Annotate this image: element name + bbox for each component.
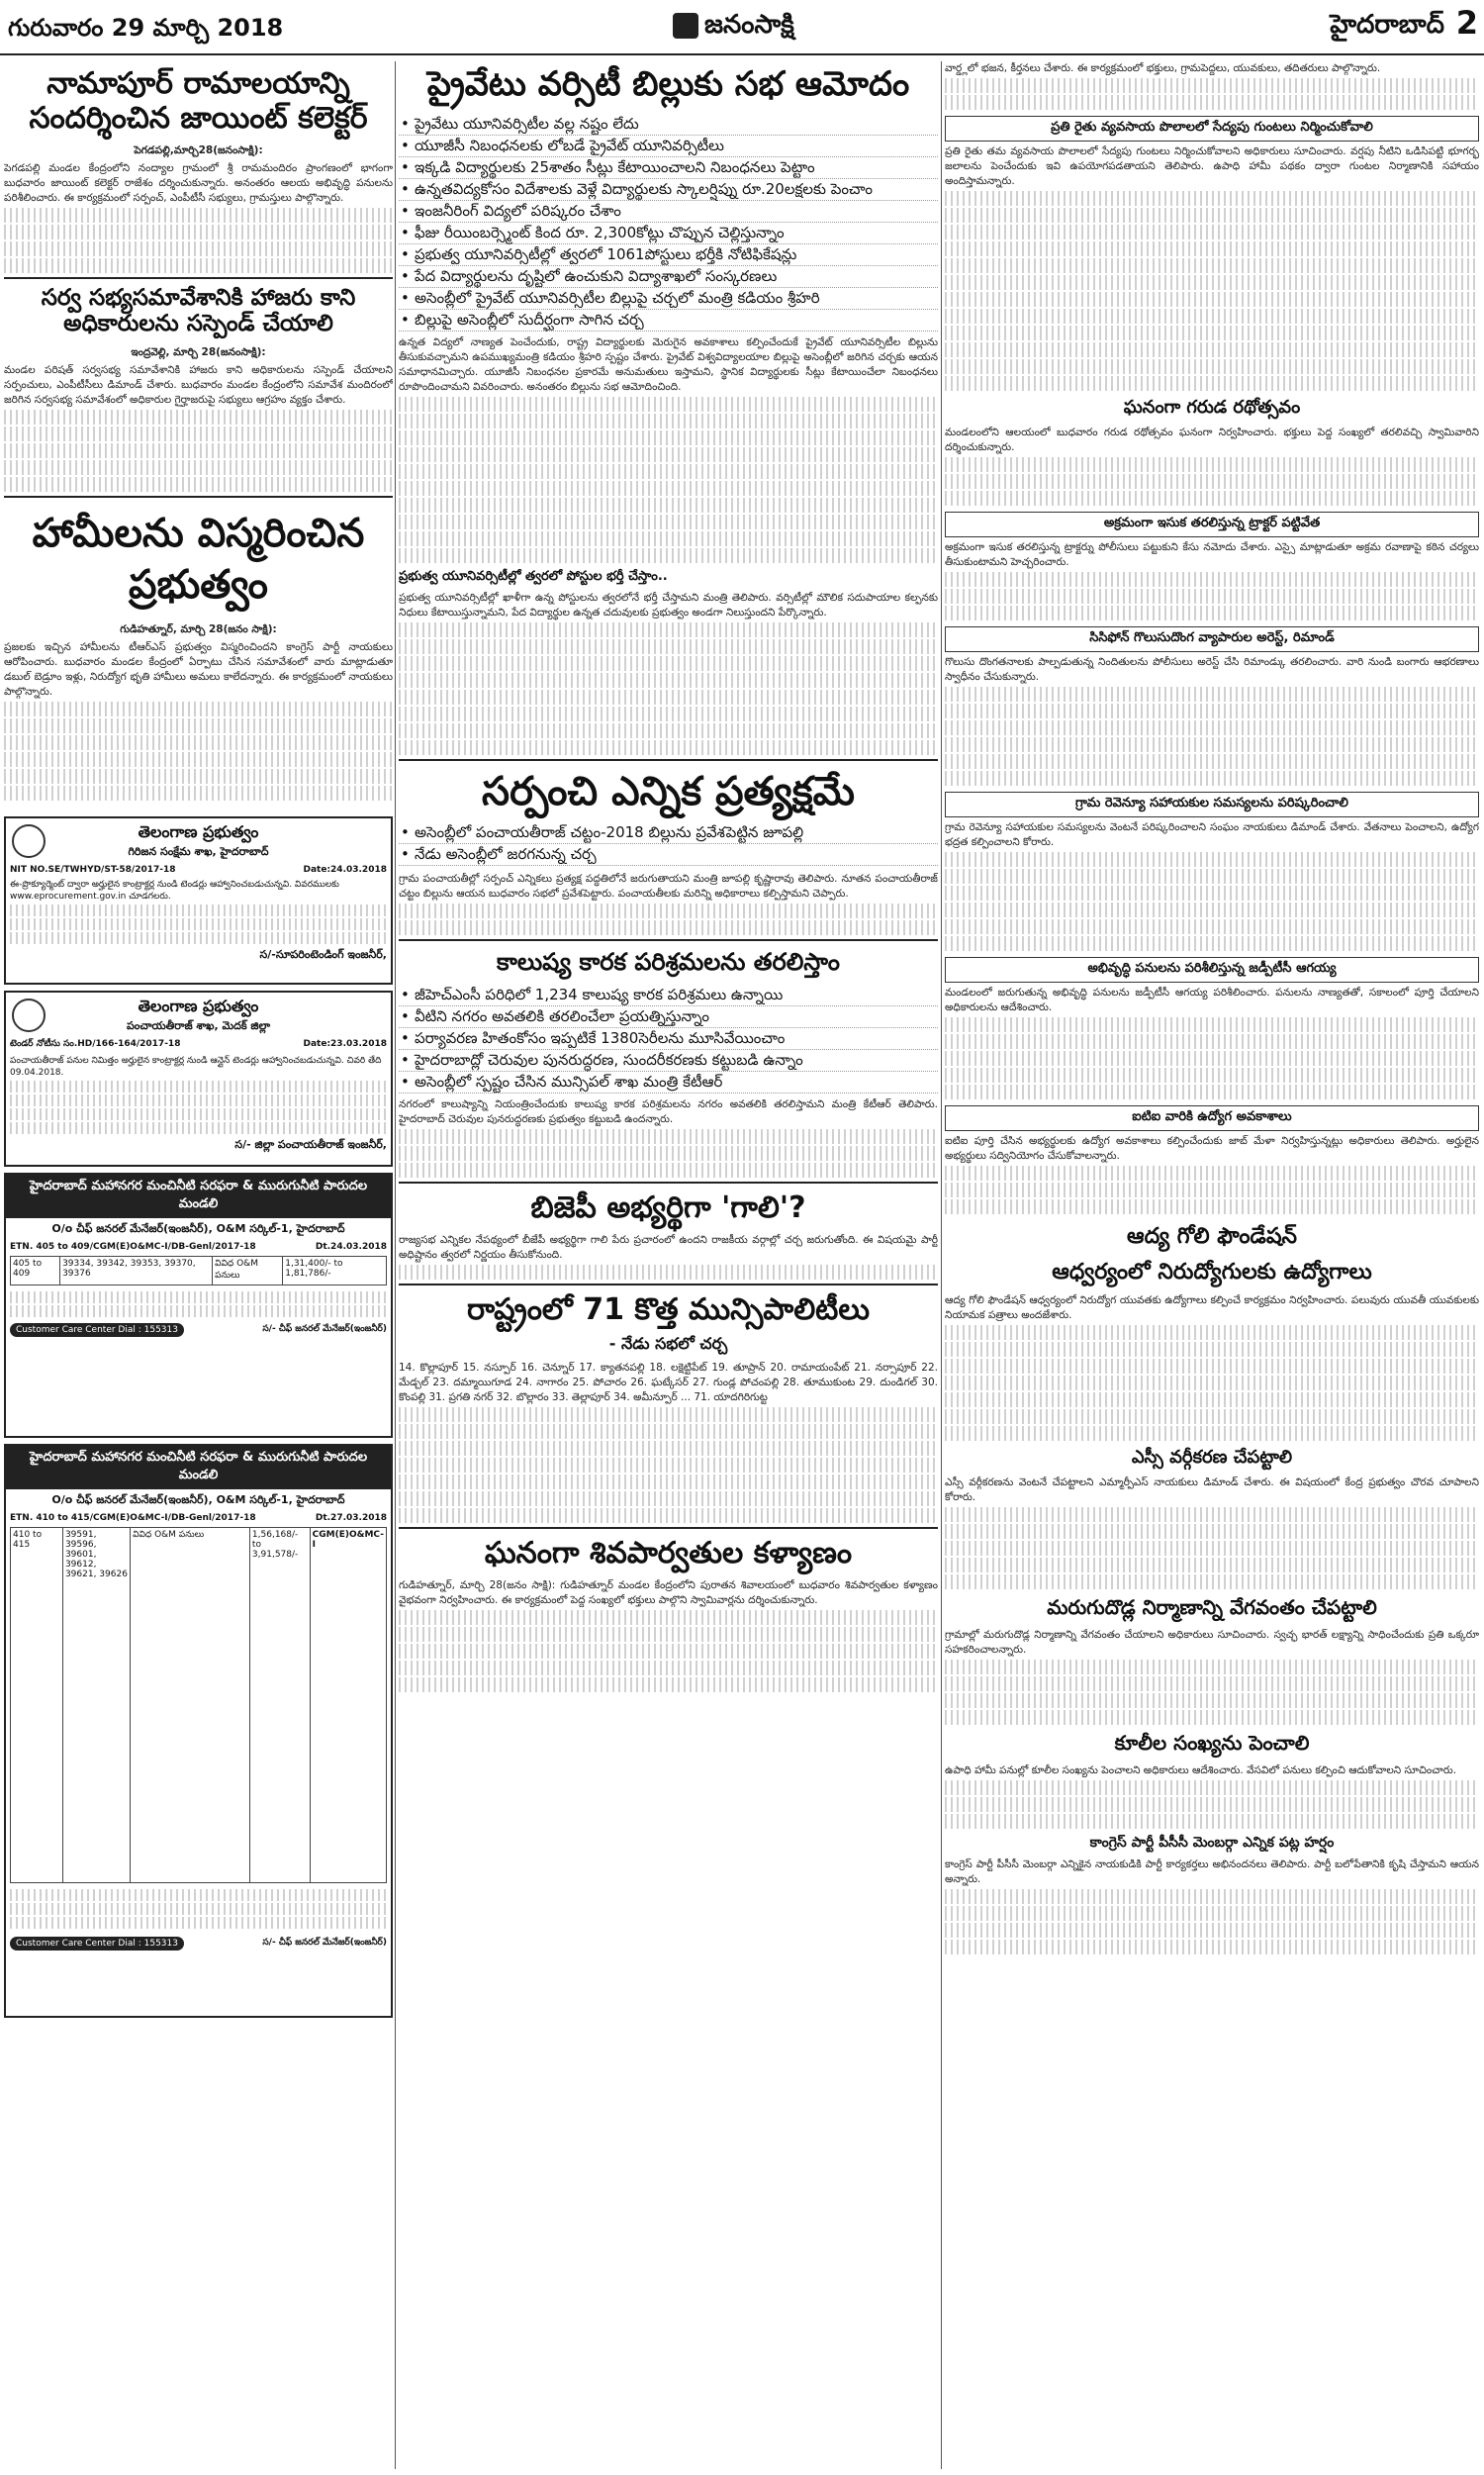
- ad-date: Date:23.03.2018: [303, 1038, 387, 1049]
- section-heading: ఐటిఐ వారికి ఉద్యోగ అవకాశాలు: [945, 1105, 1479, 1131]
- article-body: ప్రతి రైతు తమ వ్యవసాయ పొలాలలో సేద్యపు గుంటలు నిర్మించుకోవాలని అధికారులు సూచించారు. వర్షపు నీటిని ఒడిసిపట్టి భూగర్భ జలాలను పెంచేందుకు ఇవి ఉపయోగపడతాయని తెలిపారు. ఉపాధి హామీ పథకం ద్వారా గుంటల నిర్మాణానికి సహాయం అందిస్తామన్నారు.: [945, 145, 1479, 187]
- list-item: • ఉన్నతవిద్యకోసం విదేశాలకు వెళ్లే విద్యార్థులకు స్కాలర్షిప్ను రూ.20లక్షలకు పెంచాం: [399, 179, 938, 201]
- row-work: వివిధ O&M పనులు: [131, 1527, 250, 1882]
- article-body: ప్రజలకు ఇచ్చిన హామీలను టీఆర్ఎస్ ప్రభుత్వం విస్మరించిందని కాంగ్రెస్ పార్టీ నాయకులు ఆరోపించారు. బుధవారం మండల కేంద్రంలో ఏర్పాటు చేసిన సమావేశంలో వారు మాట్లాడుతూ డబుల్ బెడ్రూం ఇళ్లు, నిరుద్యోగ భృతి హామీలు అమలు కాలేదన్నారు. ఈ కార్యక్రమంలో నాయకులు పాల్గొన్నారు.: [4, 640, 393, 698]
- ad-etn: ETN. 405 to 409/CGM(E)O&MC-I/DB-Genl/2017-18: [10, 1241, 256, 1252]
- ad-signature: స/- చీఫ్ జనరల్ మేనేజర్(ఇంజనీర్): [262, 1937, 387, 1948]
- article-body: ఎస్సీ వర్గీకరణను వెంటనే చేపట్టాలని ఎమ్మార్పీఎస్ నాయకులు డిమాండ్ చేశారు. ఈ విషయంలో కేంద్ర ప్రభుత్వం చొరవ చూపాలని కోరారు.: [945, 1476, 1479, 1503]
- article-body: ఉన్నత విద్యలో నాణ్యత పెంచేందుకు, రాష్ట్ర విద్యార్థులకు మెరుగైన అవకాశాలు కల్పించేందుకే ప్రైవేట్ యూనివర్సిటీల బిల్లును తీసుకువచ్చామని ఉపముఖ్యమంత్రి కడియం శ్రీహరి స్పష్టం చేశారు. ప్రైవేట్ విశ్వవిద్యాలయాల బిల్లుపై అసెంబ్లీలో జరిగిన చర్చకు ఆయన సమాధానమిచ్చారు. యూజీసీ నిబంధనల ప్రకారమే అనుమతులు ఇస్తామని, స్థానిక విద్యార్థులకు సీట్లు కేటాయించేలా నిబంధనలు రూపొందించామని వివరించారు. అనంతరం బిల్లును సభ ఆమోదించింది.: [399, 336, 938, 394]
- headline-kicker: - నేడు సభలో చర్చ: [608, 1333, 728, 1353]
- section-heading: కాంగ్రెస్ పార్టీ పీసీసీ మెంబర్గా ఎన్నిక పట్ల హర్షం: [1089, 1835, 1335, 1851]
- article-body: గొలుసు దొంగతనాలకు పాల్పడుతున్న నిందితులను పోలీసులు అరెస్ట్ చేసి రిమాండ్కు తరలించారు. వారి నుండి బంగారు ఆభరణాలు స్వాధీనం చేసుకున్నారు.: [945, 656, 1479, 683]
- row-cost: 1,31,400/- to 1,81,786/-: [283, 1256, 387, 1285]
- table-row: [11, 1256, 387, 1285]
- bullet-list: [399, 114, 938, 332]
- headline-private-university: ప్రైవేటు వర్సిటీ బిల్లుకు సభ ఆమోదం: [426, 64, 910, 104]
- article-body: ఆద్య గోలి ఫౌండేషన్ ఆధ్వర్యంలో నిరుద్యోగ యువతకు ఉద్యోగాలు కల్పించే కార్యక్రమం నిర్వహించారు. పలువురు యువతీ యువకులకు నియామక పత్రాలు అందజేశారు.: [945, 1294, 1479, 1321]
- dateline: ఇంద్రవెల్లి, మార్చి 28(జనంసాక్షి):: [131, 345, 266, 358]
- tender-ad-panchayatraj: [4, 991, 393, 1167]
- list-item: • ఇక్కడి విద్యార్థులకు 25శాతం సీట్లు కేటాయించాలని నిబంధనలు పెట్టాం: [399, 157, 938, 179]
- ad-signature: స/-సూపరింటెండింగ్ ఇంజనీర్,: [259, 947, 387, 961]
- article-body: మండలంలో జరుగుతున్న అభివృద్ధి పనులను జడ్పీటీసీ ఆగయ్య పరిశీలించారు. పనులను నాణ్యతతో, సకాలంలో పూర్తి చేయాలని అధికారులను ఆదేశించారు.: [945, 987, 1479, 1013]
- list-item: • అసెంబ్లీలో ప్రైవేట్ యూనివర్సిటీల బిల్లుపై చర్చలో మంత్రి కడియం శ్రీహరి: [399, 288, 938, 310]
- tender-ad-hmwssb-410: [4, 1444, 393, 2018]
- row-cost: 1,56,168/- to 3,91,578/-: [249, 1527, 310, 1882]
- section-heading: అభివృద్ధి పనులను పరిశీలిస్తున్న జడ్పీటీసీ ఆగయ్య: [945, 957, 1479, 983]
- headline-sarpanch-election: సర్పంచి ఎన్నిక ప్రత్యక్షమే: [482, 769, 855, 815]
- customer-care-badge: Customer Care Center Dial : 155313: [10, 1937, 184, 1951]
- article-body: అక్రమంగా ఇసుక తరలిస్తున్న ట్రాక్టర్ను పోలీసులు పట్టుకుని కేసు నమోదు చేశారు. ఎస్సై మాట్లాడుతూ అక్రమ రవాణాపై కఠిన చర్యలు తీసుకుంటామని హెచ్చరించారు.: [945, 541, 1479, 568]
- list-item: • ప్రభుత్వ యూనివర్సిటీల్లో త్వరలో 1061పోస్టులు భర్తీకి నోటిఫికేషన్లు: [399, 244, 938, 266]
- ad-subtitle: O/o చీఫ్ జనరల్ మేనేజర్(ఇంజనీర్), O&M సర్కిల్-1, హైదరాబాద్: [51, 1492, 345, 1506]
- tender-table: [10, 1256, 387, 1285]
- ad-subtitle: O/o చీఫ్ జనరల్ మేనేజర్(ఇంజనీర్), O&M సర్కిల్-1, హైదరాబాద్: [51, 1221, 345, 1235]
- row-id: 405 to 409: [11, 1256, 60, 1285]
- section-heading: ఆద్య గోలి ఫౌండేషన్: [1127, 1224, 1297, 1249]
- ad-etn: ETN. 410 to 415/CGM(E)O&MC-I/DB-Genl/2017-18: [10, 1512, 256, 1523]
- article-body: 14. కొల్లాపూర్ 15. నస్పూర్ 16. చెన్నూర్ 17. క్యాతనపల్లి 18. లక్షెట్టిపేట్ 19. తూప్రాన్ 20. రామాయంపేట్ 21. నర్సాపూర్ 22. మేడ్చల్ 23. దమ్మాయిగూడ 24. నాగారం 25. పోచారం 26. ఘట్కేసర్ 27. గుండ్ల పోచంపల్లి 28. తూముకుంట 29. దుండిగల్ 30. కొంపల్లి 31. ప్రగతి నగర్ 32. బొల్లారం 33. తెల్లాపూర్ 34. అమీన్పూర్ ... 71. యాదగిరిగుట్ట: [399, 1361, 938, 1403]
- page-number: 2: [1455, 4, 1478, 42]
- article-body: నగరంలో కాలుష్యాన్ని నియంత్రించేందుకు కాలుష్య కారక పరిశ్రమలను నగరం అవతలికి తరలిస్తామని మంత్రి కేటీఆర్ తెలిపారు. హైదరాబాద్ చెరువుల పునరుద్ధరణకు ప్రభుత్వం కట్టుబడి ఉందన్నారు.: [399, 1097, 938, 1125]
- article-body: వార్డ్లలో భజన, కీర్తనలు చేశారు. ఈ కార్యక్రమంలో భక్తులు, గ్రామపెద్దలు, యువకులు, తదితరులు పాల్గొన్నారు.: [945, 62, 1381, 74]
- ad-band: హైదరాబాద్ మహానగర మంచినీటి సరఫరా & మురుగునీటి పారుదల మండలి: [6, 1446, 391, 1489]
- article-body: గ్రామ రెవెన్యూ సహాయకుల సమస్యలను వెంటనే పరిష్కరించాలని సంఘం నాయకులు డిమాండ్ చేశారు. వేతనాలు పెంచాలని, ఉద్యోగ భద్రత కల్పించాలని కోరారు.: [945, 821, 1479, 848]
- table-row: [11, 1527, 387, 1882]
- ad-subtitle: పంచాయతీరాజ్ శాఖ, మెదక్ జిల్లా: [126, 1018, 270, 1032]
- section-heading: మరుగుదొడ్ల నిర్మాణాన్ని వేగవంతం చేపట్టాలి: [1047, 1595, 1377, 1619]
- ad-body: పంచాయతీరాజ్ పనుల నిమిత్తం అర్హులైన కాంట్రాక్టర్ల నుండి ఆన్లైన్ టెండర్లు ఆహ్వానించబడుచున్నవి. చివరి తేది 09.04.2018.: [10, 1055, 382, 1078]
- section-heading: ఎస్సీ వర్గీకరణ చేపట్టాలి: [1131, 1447, 1293, 1468]
- tender-ad-tribal-welfare: [4, 816, 393, 985]
- list-item: • హైదరాబాద్లో చెరువుల పునరుద్ధరణ, సుందరీకరణకు కట్టుబడి ఉన్నాం: [399, 1050, 938, 1072]
- headline-namapur: నామాపూర్ రామాలయాన్ని సందర్శించిన జాయింట్ కలెక్టర్: [29, 66, 368, 136]
- section-heading: ప్రతి రైతు వ్యవసాయ పొలాలలో సేద్యపు గుంటలు నిర్మించుకోవాలి: [945, 116, 1479, 142]
- dateline: గుడిహత్నూర్, మార్చి 28(జనం సాక్షి):: [120, 622, 277, 635]
- ad-band: హైదరాబాద్ మహానగర మంచినీటి సరఫరా & మురుగునీటి పారుదల మండలి: [6, 1175, 391, 1218]
- ad-signature: స/- చీఫ్ జనరల్ మేనేజర్(ఇంజనీర్): [262, 1323, 387, 1334]
- dateline: పెగడపల్లి,మార్చి28(జనంసాక్షి):: [134, 144, 263, 156]
- ad-body: ఈ-ప్రొక్యూర్మెంట్ ద్వారా అర్హులైన కాంట్రాక్టర్ల నుండి టెండర్లు ఆహ్వానించబడుచున్నవి. వివరములకు www.eprocurement.gov.in చూడగలరు.: [10, 879, 339, 902]
- headline-promises: హామీలను విస్మరించిన ప్రభుత్వం: [32, 510, 365, 608]
- list-item: • యూజీసీ నిబంధనలకు లోబడే ప్రైవేట్ యూనివర్సిటీలు: [399, 136, 938, 157]
- article-body: గుడిహత్నూర్, మార్చి 28(జనం సాక్షి): గుడిహత్నూర్ మండల కేంద్రంలోని పురాతన శివాలయంలో బుధవారం శివపార్వతుల కళ్యాణం వైభవంగా నిర్వహించారు. ఈ కార్యక్రమంలో పెద్ద సంఖ్యలో భక్తులు పాల్గొని స్వామివార్లను దర్శించుకున్నారు.: [399, 1579, 938, 1607]
- row-numbers: 39334, 39342, 39353, 39370, 39376: [60, 1256, 213, 1285]
- tender-ad-hmwssb-405: [4, 1173, 393, 1438]
- article-subhead: ప్రభుత్వ యూనివర్సిటీల్లో త్వరలో పోస్టుల భర్తీ చేస్తాం..: [399, 569, 668, 585]
- section-heading: ఆధ్వర్యంలో నిరుద్యోగులకు ఉద్యోగాలు: [1052, 1260, 1372, 1285]
- ad-title: తెలంగాణ ప్రభుత్వం: [138, 996, 259, 1015]
- bullet-list: [399, 822, 938, 866]
- article-body: మండలంలోని ఆలయంలో బుధవారం గరుడ రథోత్సవం ఘనంగా నిర్వహించారు. భక్తులు పెద్ద సంఖ్యలో తరలివచ్చి స్వామివారిని దర్శించుకున్నారు.: [945, 427, 1479, 453]
- customer-care-badge: Customer Care Center Dial : 155313: [10, 1323, 184, 1337]
- row-work: వివిధ O&M పనులు: [213, 1256, 283, 1285]
- list-item: • పర్యావరణ హితంకోసం ఇప్పటికే 1380సెరీలను మూసివేయించాం: [399, 1028, 938, 1050]
- column-divider: [395, 61, 396, 2469]
- list-item: • అసెంబ్లీలో స్పష్టం చేసిన మున్సిపల్ శాఖ మంత్రి కేటీఆర్: [399, 1072, 938, 1094]
- ad-date: Dt.24.03.2018: [315, 1241, 387, 1252]
- column-divider: [941, 61, 942, 2469]
- list-item: • పేద విద్యార్థులను దృష్టిలో ఉంచుకుని విద్యాశాఖలో సంస్కరణలు: [399, 266, 938, 288]
- list-item: • ఇంజనీరింగ్ విద్యలో పరిష్కరం చేశాం: [399, 201, 938, 223]
- article-body: ఐటిఐ పూర్తి చేసిన అభ్యర్థులకు ఉద్యోగ అవకాశాలు కల్పించేందుకు జాబ్ మేళా నిర్వహిస్తున్నట్లు అధికారులు తెలిపారు. అర్హులైన అభ్యర్థులు సద్వినియోగం చేసుకోవాలన్నారు.: [945, 1135, 1479, 1162]
- masthead-logo-icon: [673, 13, 698, 39]
- edition-city: హైదరాబాద్: [1330, 10, 1444, 40]
- bullet-list: [399, 985, 938, 1094]
- article-body: మండల పరిషత్ సర్వసభ్య సమావేశానికి హాజరు కాని అధికారులను సస్పెండ్ చేయాలని సర్పంచులు, ఎంపీటీసీలు డిమాండ్ చేశారు. బుధవారం మండల కేంద్రంలోని సమావేశ మందిరంలో జరిగిన సర్వసభ్య సమావేశంలో అధికారుల గైర్హాజరుపై సభ్యులు ఆగ్రహం వ్యక్తం చేశారు.: [4, 363, 393, 406]
- article-body: ఉపాధి హామీ పనుల్లో కూలీల సంఖ్యను పెంచాలని అధికారులు ఆదేశించారు. వేసవిలో పనులు కల్పించి ఆదుకోవాలని సూచించారు.: [945, 1764, 1457, 1776]
- ad-date: Dt.27.03.2018: [315, 1512, 387, 1523]
- section-heading: అక్రమంగా ఇసుక తరలిస్తున్న ట్రాక్టర్ పట్టివేత: [945, 512, 1479, 537]
- section-heading: కూలీల సంఖ్యను పెంచాలి: [1114, 1731, 1310, 1755]
- page-header: [0, 0, 1484, 55]
- column-left: [4, 61, 393, 2469]
- ad-signature: స/- జిల్లా పంచాయతీరాజ్ ఇంజనీర్,: [234, 1137, 387, 1151]
- section-heading: గ్రామ రెవెన్యూ సహాయకుల సమస్యలను పరిష్కరించాలి: [945, 792, 1479, 817]
- list-item: • ఫీజు రీయింబర్స్మెంట్ కింద రూ. 2,300కోట్లు చొప్పున చెల్లిస్తున్నాం: [399, 223, 938, 244]
- ad-date: Date:24.03.2018: [303, 864, 387, 875]
- list-item: • ప్రైవేటు యూనివర్సిటీల వల్ల నష్టం లేదు: [399, 114, 938, 136]
- list-item: • నేడు అసెంబ్లీలో జరగనున్న చర్చ: [399, 844, 938, 866]
- list-item: • వీటిని నగరం అవతలికి తరలించేలా ప్రయత్నిస్తున్నాం: [399, 1006, 938, 1028]
- row-office: CGM(E)O&MC-I: [310, 1527, 386, 1882]
- article-body: రాజ్యసభ ఎన్నికల నేపథ్యంలో బీజేపీ అభ్యర్థిగా గాలి పేరు ప్రచారంలో ఉందని రాజకీయ వర్గాల్లో చర్చ జరుగుతోంది. ఈ విషయమై పార్టీ అధిష్టానం త్వరలో నిర్ణయం తీసుకోనుంది.: [399, 1234, 938, 1262]
- article-body: పెగడపల్లి మండల కేంద్రంలోని నంద్యాల గ్రామంలో శ్రీ రామమందిరం ప్రాంగణంలో భాగంగా బుధవారం జాయింట్ కలెక్టర్ రాజేశం దర్శించుకున్నారు. అనంతరం ఆలయ అభివృద్ధి పనులను పరిశీలించారు. ఈ కార్యక్రమంలో సర్పంచ్, ఎంపీటీసీ సభ్యులు, గ్రామస్తులు పాల్గొన్నారు.: [4, 162, 393, 204]
- row-numbers: 39591, 39596, 39601, 39612, 39621, 39626: [62, 1527, 130, 1882]
- column-middle: [399, 61, 938, 2469]
- row-id: 410 to 415: [11, 1527, 63, 1882]
- article-body: కాంగ్రెస్ పార్టీ పీసీసీ మెంబర్గా ఎన్నికైన నాయకుడికి పార్టీ కార్యకర్తలు అభినందనలు తెలిపారు. పార్టీ బలోపేతానికి కృషి చేస్తామని ఆయన అన్నారు.: [945, 1858, 1479, 1885]
- headline-suspend: సర్వ సభ్యసమావేశానికి హాజరు కాని అధికారులను సస్పెండ్ చేయాలి: [41, 285, 356, 337]
- list-item: • బిల్లుపై అసెంబ్లీలో సుదీర్ఘంగా సాగిన చర్చ: [399, 310, 938, 332]
- ad-nit: NIT NO.SE/TWHYD/ST-58/2017-18: [10, 864, 176, 875]
- column-right: [945, 61, 1479, 2469]
- headline-bjp-candidate: బిజెపీ అభ్యర్థిగా 'గాలి'?: [530, 1190, 806, 1225]
- section-heading: ఘనంగా గరుడ రథోత్సవం: [1123, 397, 1301, 418]
- govt-emblem-icon: [12, 824, 46, 858]
- headline-municipalities: రాష్ట్రంలో 71 కొత్త మున్సిపాలిటీలు: [466, 1292, 870, 1328]
- tender-table: [10, 1527, 387, 1883]
- article-body: ప్రభుత్వ యూనివర్సిటీల్లో ఖాళీగా ఉన్న పోస్టులను త్వరలోనే భర్తీ చేస్తామని మంత్రి తెలిపారు. వర్సిటీల్లో మౌలిక సదుపాయాల కల్పనకు నిధులు కేటాయిస్తున్నామని, పేద విద్యార్థుల ఉన్నత చదువులకు ప్రభుత్వం అండగా నిలుస్తుందని పేర్కొన్నారు.: [399, 592, 938, 619]
- article-body: గ్రామాల్లో మరుగుదొడ్ల నిర్మాణాన్ని వేగవంతం చేయాలని అధికారులు సూచించారు. స్వచ్ఛ భారత్ లక్ష్యాన్ని సాధించేందుకు ప్రతి ఒక్కరూ సహకరించాలన్నారు.: [945, 1629, 1479, 1656]
- masthead: [673, 10, 794, 46]
- masthead-title: జనంసాక్షి: [704, 10, 794, 40]
- section-heading: సిసిఫోన్ గొలుసుదొంగ వ్యాపారుల అరెస్ట్, రిమాండ్: [945, 626, 1479, 652]
- ad-nit: టెండర్ నోటీసు సం.HD/166-164/2017-18: [10, 1038, 181, 1049]
- list-item: • జీహెచ్ఎంసీ పరిధిలో 1,234 కాలుష్య కారక పరిశ్రమలు ఉన్నాయి: [399, 985, 938, 1006]
- list-item: • అసెంబ్లీలో పంచాయతీరాజ్ చట్టం-2018 బిల్లును ప్రవేశపెట్టిన జూపల్లి: [399, 822, 938, 844]
- article-body: గ్రామ పంచాయతీల్లో సర్పంచ్ ఎన్నికలు ప్రత్యక్ష పద్ధతిలోనే జరుగుతాయని మంత్రి జూపల్లి కృష్ణారావు తెలిపారు. నూతన పంచాయతీరాజ్ చట్టం బిల్లును ఆయన బుధవారం సభలో ప్రవేశపెట్టారు. పంచాయతీలకు మరిన్ని అధికారాలు కల్పిస్తామని చెప్పారు.: [399, 873, 938, 901]
- govt-emblem-icon: [12, 999, 46, 1032]
- ad-title: తెలంగాణ ప్రభుత్వం: [138, 821, 259, 841]
- issue-date: గురువారం 29 మార్చి 2018: [8, 14, 284, 42]
- headline-shiva-parvati: ఘనంగా శివపార్వతుల కళ్యాణం: [484, 1535, 853, 1571]
- ad-subtitle: గిరిజన సంక్షేమ శాఖ, హైదరాబాద్: [128, 844, 269, 858]
- headline-pollution: కాలుష్య కారక పరిశ్రమలను తరలిస్తాం: [497, 948, 840, 977]
